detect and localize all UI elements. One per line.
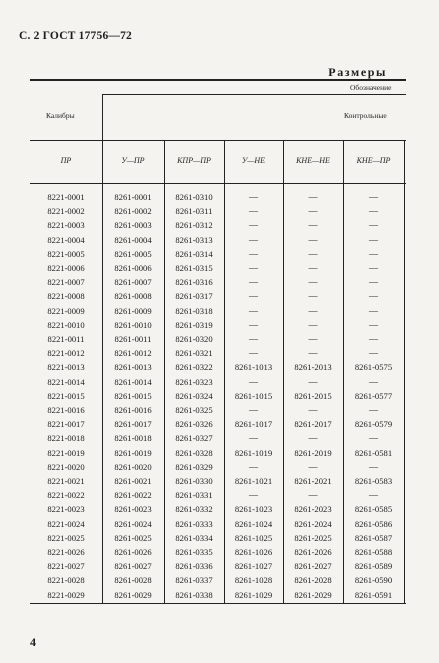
- table-row: [0, 531, 439, 545]
- cell-kpr-pr: 8261-0321: [175, 348, 213, 359]
- cell-kpr-pr: 8261-0330: [175, 476, 213, 486]
- cell-kne-pr: 8261-0591: [354, 589, 393, 600]
- cell-u-ne: 8261-1023: [234, 504, 273, 515]
- cell-u-pr: 8261-0006: [114, 263, 152, 273]
- cell-u-ne: —: [249, 248, 258, 259]
- cell-u-ne: 8261-1026: [234, 547, 273, 557]
- cell-kpr-pr: 8261-0329: [175, 461, 213, 472]
- cell-kne-ne: —: [308, 305, 318, 316]
- cell-kpr-pr: 8261-0334: [175, 532, 213, 543]
- table-row: [0, 460, 439, 474]
- table-row: [0, 502, 439, 516]
- cell-kne-ne: 8261-2013: [294, 362, 332, 373]
- page-number: 4: [30, 635, 36, 649]
- cell-pr: 8221-0020: [47, 461, 85, 472]
- cell-kne-pr: —: [369, 348, 378, 359]
- cell-kne-ne: 8261-2029: [294, 589, 332, 600]
- column-header-kpr-pr: КПР—ПР: [177, 156, 211, 165]
- cell-kne-pr: —: [369, 305, 378, 316]
- cell-kpr-pr: 8261-0323: [175, 376, 213, 387]
- cell-kne-ne: —: [308, 248, 318, 259]
- table-row: [0, 417, 439, 431]
- cell-u-pr: 8261-0007: [114, 277, 152, 288]
- cell-pr: 8221-0017: [47, 419, 85, 430]
- cell-pr: 8221-0011: [47, 334, 85, 344]
- cell-u-ne: 8261-1028: [234, 575, 273, 586]
- cell-kne-ne: —: [308, 334, 318, 344]
- cell-kne-pr: 8261-0587: [354, 532, 393, 543]
- cell-u-ne: —: [249, 220, 258, 231]
- cell-kpr-pr: 8261-0315: [175, 263, 213, 273]
- cell-kne-ne: —: [308, 461, 318, 472]
- cell-u-pr: 8261-0012: [114, 348, 152, 359]
- cell-pr: 8221-0008: [47, 291, 85, 302]
- cell-kne-pr: —: [369, 263, 378, 273]
- table-row: [0, 403, 439, 417]
- cell-u-ne: 8261-1021: [234, 476, 273, 486]
- cell-kpr-pr: 8261-0337: [175, 575, 213, 586]
- table-row: [0, 233, 439, 247]
- column-header-kne-pr: КНЕ—ПР: [356, 156, 391, 165]
- cell-kne-ne: —: [308, 277, 318, 288]
- cell-u-pr: 8261-0020: [114, 461, 152, 472]
- cell-u-ne: —: [249, 234, 258, 245]
- cell-kpr-pr: 8261-0332: [175, 504, 213, 515]
- cell-kne-ne: —: [308, 405, 318, 415]
- table-row: [0, 318, 439, 332]
- cell-u-ne: 8261-1019: [234, 447, 273, 458]
- cell-u-ne: —: [249, 319, 258, 330]
- table-row: [0, 360, 439, 374]
- cell-kne-pr: —: [369, 405, 378, 415]
- table-row: [0, 346, 439, 360]
- cell-u-pr: 8261-0029: [114, 589, 152, 600]
- cell-pr: 8221-0025: [47, 532, 85, 543]
- cell-pr: 8221-0005: [47, 248, 85, 259]
- cell-kne-pr: 8261-0589: [354, 561, 393, 572]
- cell-kne-pr: —: [369, 192, 378, 202]
- cell-kne-pr: 8261-0575: [354, 362, 393, 373]
- cell-kne-pr: —: [369, 291, 378, 302]
- cell-kpr-pr: 8261-0310: [175, 192, 213, 202]
- cell-u-ne: —: [249, 348, 258, 359]
- table-row: [0, 190, 439, 204]
- table-row: [0, 204, 439, 218]
- cell-pr: 8221-0019: [47, 447, 85, 458]
- cell-u-pr: 8261-0026: [114, 547, 152, 557]
- cell-u-ne: —: [249, 206, 258, 217]
- cell-kne-pr: 8261-0590: [354, 575, 393, 586]
- cell-kpr-pr: 8261-0326: [175, 419, 213, 430]
- table-row: [0, 275, 439, 289]
- cell-pr: 8221-0007: [47, 277, 85, 288]
- table-row: [0, 218, 439, 232]
- cell-u-pr: 8261-0024: [114, 518, 152, 529]
- cell-u-ne: —: [249, 490, 258, 501]
- cell-kpr-pr: 8261-0327: [175, 433, 213, 444]
- cell-kne-ne: 8261-2026: [294, 547, 332, 557]
- table-row: [0, 588, 439, 602]
- table-row: [0, 332, 439, 346]
- cell-kne-pr: —: [369, 234, 378, 245]
- cell-kne-ne: 8261-2017: [294, 419, 332, 430]
- cell-kne-ne: 8261-2027: [294, 561, 332, 572]
- cell-kne-pr: —: [369, 206, 378, 217]
- table-row: [0, 545, 439, 559]
- cell-pr: 8221-0016: [47, 405, 85, 415]
- cell-u-pr: 8261-0008: [114, 291, 152, 302]
- column-header-pr: ПР: [60, 156, 72, 165]
- cell-pr: 8221-0003: [47, 220, 85, 231]
- cell-kpr-pr: 8261-0317: [175, 291, 213, 302]
- cell-pr: 8221-0021: [47, 476, 85, 486]
- table-row: [0, 446, 439, 460]
- calibers-header: Калибры: [46, 111, 75, 120]
- cell-u-ne: —: [249, 376, 258, 387]
- table-row: [0, 573, 439, 587]
- control-header: Контрольные: [344, 111, 387, 120]
- cell-pr: 8221-0002: [47, 206, 85, 217]
- cell-kne-ne: —: [308, 263, 318, 273]
- cell-u-pr: 8261-0002: [114, 206, 152, 217]
- table-row: [0, 304, 439, 318]
- cell-kne-ne: 8261-2024: [294, 518, 332, 529]
- cell-kne-ne: 8261-2021: [294, 476, 332, 486]
- cell-kne-pr: —: [369, 220, 378, 231]
- cell-kne-ne: —: [308, 220, 318, 231]
- cell-kpr-pr: 8261-0336: [175, 561, 213, 572]
- cell-kne-pr: —: [369, 490, 378, 501]
- cell-pr: 8221-0013: [47, 362, 85, 373]
- cell-kne-ne: —: [308, 490, 318, 501]
- cell-u-pr: 8261-0010: [114, 319, 152, 330]
- cell-kne-ne: 8261-2028: [294, 575, 332, 586]
- cell-u-ne: —: [249, 277, 258, 288]
- cell-u-ne: —: [249, 291, 258, 302]
- cell-pr: 8221-0022: [47, 490, 85, 501]
- cell-kpr-pr: 8261-0333: [175, 518, 213, 529]
- cell-pr: 8221-0004: [47, 234, 85, 245]
- cell-u-pr: 8261-0028: [114, 575, 152, 586]
- table-row: [0, 389, 439, 403]
- cell-u-ne: 8261-1025: [234, 532, 273, 543]
- cell-u-pr: 8261-0027: [114, 561, 152, 572]
- cell-kne-pr: —: [369, 433, 378, 444]
- cell-kpr-pr: 8261-0322: [175, 362, 213, 373]
- cell-kne-ne: 8261-2025: [294, 532, 332, 543]
- cell-u-ne: 8261-1027: [234, 561, 273, 572]
- cell-pr: 8221-0029: [47, 589, 85, 600]
- table-row: [0, 559, 439, 573]
- cell-kne-pr: —: [369, 376, 378, 387]
- cell-pr: 8221-0006: [47, 263, 85, 273]
- cell-kne-ne: —: [308, 206, 318, 217]
- cell-u-ne: —: [249, 263, 258, 273]
- cell-kne-ne: —: [308, 192, 318, 202]
- section-title: Размеры: [328, 65, 387, 79]
- cell-kpr-pr: 8261-0335: [175, 547, 213, 557]
- cell-u-ne: 8261-1017: [234, 419, 273, 430]
- cell-u-ne: 8261-1024: [234, 518, 273, 529]
- table-row: [0, 474, 439, 488]
- cell-u-pr: 8261-0004: [114, 234, 152, 245]
- cell-pr: 8221-0023: [47, 504, 85, 515]
- cell-kne-pr: —: [369, 277, 378, 288]
- cell-kne-ne: 8261-2015: [294, 390, 332, 401]
- cell-u-pr: 8261-0017: [114, 419, 152, 430]
- column-header-u-ne: У—НЕ: [241, 156, 266, 165]
- cell-kpr-pr: 8261-0325: [175, 405, 213, 415]
- cell-kpr-pr: 8261-0316: [175, 277, 213, 288]
- cell-pr: 8221-0026: [47, 547, 85, 557]
- cell-u-pr: 8261-0018: [114, 433, 152, 444]
- cell-u-pr: 8261-0001: [114, 192, 152, 202]
- cell-u-ne: 8261-1015: [234, 390, 273, 401]
- cell-u-pr: 8261-0025: [114, 532, 152, 543]
- cell-pr: 8221-0024: [47, 518, 85, 529]
- cell-kne-ne: —: [308, 433, 318, 444]
- cell-pr: 8221-0015: [47, 390, 85, 401]
- cell-kne-ne: 8261-2023: [294, 504, 332, 515]
- cell-u-pr: 8261-0013: [114, 362, 152, 373]
- cell-kne-ne: 8261-2019: [294, 447, 332, 458]
- cell-kne-pr: 8261-0577: [354, 390, 393, 401]
- cell-kpr-pr: 8261-0312: [175, 220, 213, 231]
- column-header-u-pr: У—ПР: [121, 156, 145, 165]
- table-row: [0, 517, 439, 531]
- designation-header: Обозначение: [350, 83, 392, 92]
- cell-kpr-pr: 8261-0331: [175, 490, 213, 501]
- cell-u-ne: —: [249, 334, 258, 344]
- cell-u-ne: —: [249, 192, 258, 202]
- cell-kne-pr: —: [369, 248, 378, 259]
- cell-u-ne: —: [249, 461, 258, 472]
- cell-pr: 8221-0009: [47, 305, 85, 316]
- cell-kpr-pr: 8261-0338: [175, 589, 213, 600]
- cell-u-pr: 8261-0003: [114, 220, 152, 231]
- table-row: [0, 488, 439, 502]
- cell-kne-ne: —: [308, 319, 318, 330]
- table-row: [0, 261, 439, 275]
- table-row: [0, 375, 439, 389]
- cell-u-pr: 8261-0023: [114, 504, 152, 515]
- cell-kne-ne: —: [308, 348, 318, 359]
- cell-pr: 8221-0001: [47, 192, 85, 202]
- cell-pr: 8221-0012: [47, 348, 85, 359]
- cell-kne-ne: —: [308, 234, 318, 245]
- cell-u-pr: 8261-0011: [114, 334, 152, 344]
- cell-kpr-pr: 8261-0318: [175, 305, 213, 316]
- page-header: С. 2 ГОСТ 17756—72: [19, 30, 132, 42]
- cell-u-ne: —: [249, 405, 258, 415]
- cell-u-pr: 8261-0019: [114, 447, 152, 458]
- cell-kne-pr: 8261-0585: [354, 504, 393, 515]
- cell-kne-pr: —: [369, 334, 378, 344]
- cell-u-pr: 8261-0021: [114, 476, 152, 486]
- cell-pr: 8221-0027: [47, 561, 85, 572]
- cell-u-pr: 8261-0015: [114, 390, 152, 401]
- cell-u-ne: 8261-1013: [234, 362, 273, 373]
- table-row: [0, 247, 439, 261]
- cell-kpr-pr: 8261-0313: [175, 234, 213, 245]
- cell-kne-pr: 8261-0579: [354, 419, 393, 430]
- cell-kne-pr: 8261-0588: [354, 547, 393, 557]
- cell-kne-pr: —: [369, 461, 378, 472]
- cell-u-pr: 8261-0009: [114, 305, 152, 316]
- cell-u-ne: 8261-1029: [234, 589, 273, 600]
- cell-kne-pr: —: [369, 319, 378, 330]
- cell-u-pr: 8261-0016: [114, 405, 152, 415]
- cell-kpr-pr: 8261-0320: [175, 334, 213, 344]
- cell-pr: 8221-0018: [47, 433, 85, 444]
- cell-kpr-pr: 8261-0314: [175, 248, 213, 259]
- cell-u-pr: 8261-0014: [114, 376, 152, 387]
- cell-kpr-pr: 8261-0324: [175, 390, 213, 401]
- cell-kne-pr: 8261-0581: [354, 447, 393, 458]
- cell-kne-pr: 8261-0583: [354, 476, 393, 486]
- cell-kne-ne: —: [308, 376, 318, 387]
- cell-pr: 8221-0010: [47, 319, 85, 330]
- cell-u-pr: 8261-0005: [114, 248, 152, 259]
- table-row: [0, 289, 439, 303]
- cell-kne-pr: 8261-0586: [354, 518, 393, 529]
- table-row: [0, 431, 439, 445]
- cell-kpr-pr: 8261-0311: [175, 206, 213, 217]
- cell-kne-ne: —: [308, 291, 318, 302]
- column-header-kne-ne: КНЕ—НЕ: [296, 156, 330, 165]
- cell-pr: 8221-0028: [47, 575, 85, 586]
- cell-u-pr: 8261-0022: [114, 490, 152, 501]
- cell-kpr-pr: 8261-0328: [175, 447, 213, 458]
- cell-kpr-pr: 8261-0319: [175, 319, 213, 330]
- cell-u-ne: —: [249, 433, 258, 444]
- cell-u-ne: —: [249, 305, 258, 316]
- cell-pr: 8221-0014: [47, 376, 85, 387]
